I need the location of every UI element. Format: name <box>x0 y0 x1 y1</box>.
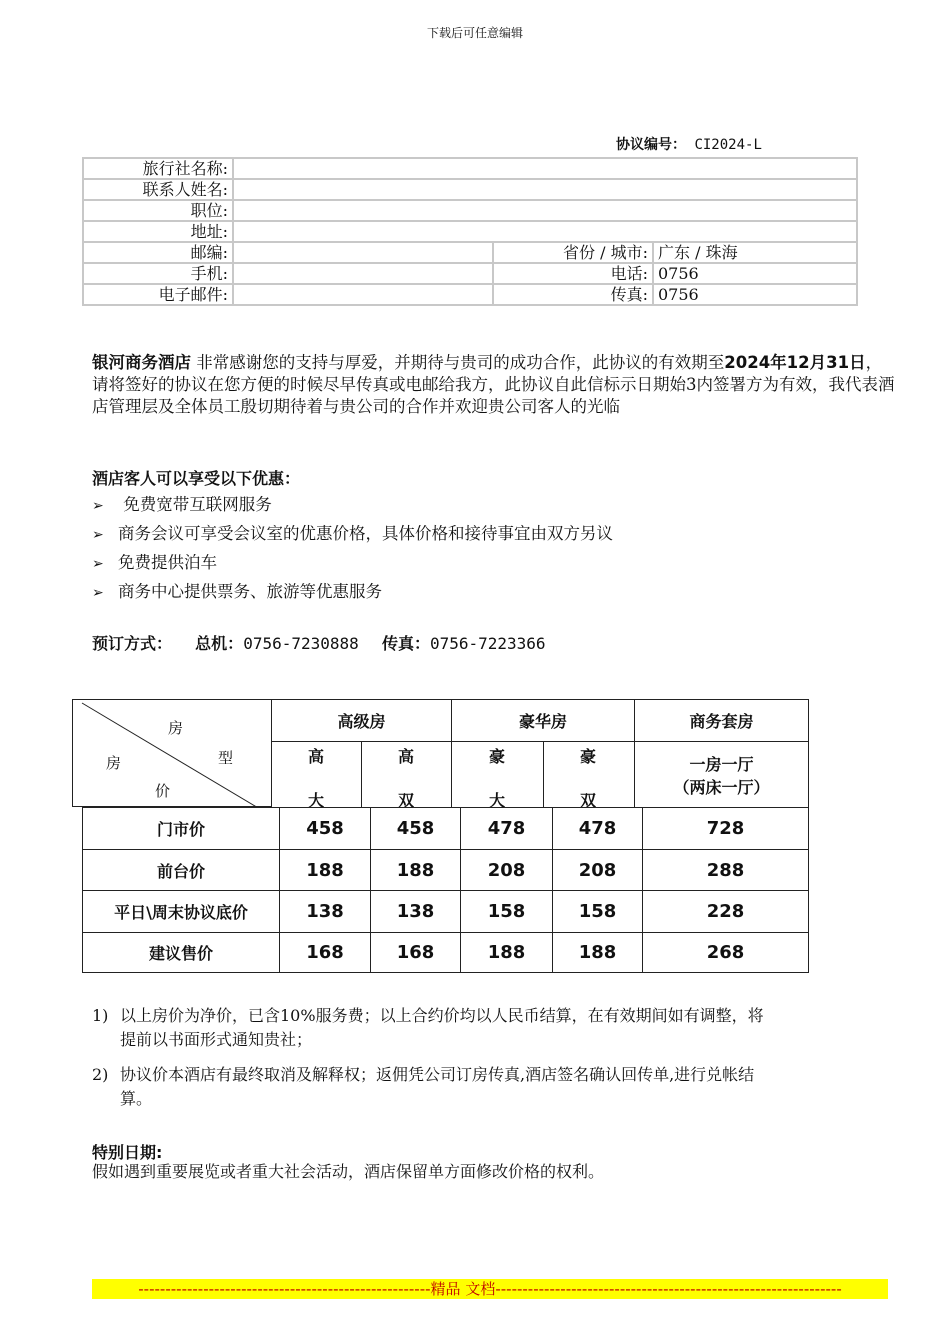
province-city-label: 省份 / 城市: <box>493 242 653 263</box>
sub-header-top: 高 <box>398 747 415 766</box>
sub-header-bottom: 双 <box>398 791 415 810</box>
footer-bar <box>92 1279 888 1299</box>
position-label: 职位: <box>83 200 233 221</box>
booking-fax-number[interactable]: 0756-7223366 <box>429 634 546 653</box>
arrow-bullet-icon: ➢ <box>92 585 104 601</box>
note-text: 以上房价为净价，已含10%服务费；以上合约价均以人民币结算，在有效期间如有调整，将 <box>120 1006 764 1025</box>
note-index: 2) <box>92 1065 109 1084</box>
address-label: 地址: <box>83 221 233 242</box>
fax-value[interactable]: 0756 <box>653 284 857 305</box>
corner-label-bottom: 价 <box>155 782 171 800</box>
booking-info <box>92 631 546 654</box>
position-field[interactable] <box>233 200 857 221</box>
address-field[interactable] <box>233 221 857 242</box>
benefit-item <box>92 552 217 574</box>
sub-header-bottom: 大 <box>489 791 506 810</box>
price-cell: 288 <box>642 849 809 891</box>
hotel-name: 银河商务酒店 <box>92 353 191 372</box>
price-cell: 268 <box>642 932 809 973</box>
sub-header-top: 高 <box>308 747 325 766</box>
price-cell: 208 <box>460 849 553 891</box>
row-label: 门市价 <box>82 807 280 850</box>
benefit-text: 免费提供泊车 <box>118 553 217 572</box>
row-label: 前台价 <box>82 849 280 891</box>
special-dates-title: 特别日期: <box>92 1143 163 1162</box>
province-city-value[interactable]: 广东 / 珠海 <box>653 242 857 263</box>
travel-agency-label: 旅行社名称: <box>83 158 233 179</box>
note-text-continued: 提前以书面形式通知贵社； <box>120 1030 313 1049</box>
price-cell: 168 <box>279 932 371 973</box>
contact-label: 联系人姓名: <box>83 179 233 200</box>
suite-beds: （两床一厅） <box>673 777 770 797</box>
price-cell: 228 <box>642 890 809 933</box>
price-cell: 458 <box>370 807 461 850</box>
price-cell: 728 <box>642 807 809 850</box>
mobile-label: 手机: <box>83 263 233 284</box>
price-cell: 188 <box>279 849 371 891</box>
corner-label-top: 房 <box>168 719 184 737</box>
suite-type: 一房一厅 <box>689 754 754 774</box>
switchboard-label: 总机： <box>195 634 244 653</box>
sub-header-top: 豪 <box>580 747 597 766</box>
benefit-text: 商务中心提供票务、旅游等优惠服务 <box>118 582 382 601</box>
valid-date: 2024年12月31日 <box>724 353 866 372</box>
price-cell: 458 <box>279 807 371 850</box>
footer-text: 精品 文档 <box>430 1280 496 1298</box>
sub-header-bottom: 大 <box>308 791 325 810</box>
row-label: 平日\周末协议底价 <box>82 890 280 933</box>
postcode-label: 邮编: <box>83 242 233 263</box>
price-cell: 188 <box>460 932 553 973</box>
price-cell: 478 <box>552 807 643 850</box>
price-cell: 138 <box>370 890 461 933</box>
header-note: 下载后可任意编辑 <box>426 26 523 40</box>
sub-header-suite <box>634 741 809 808</box>
fax-label: 传真: <box>493 284 653 305</box>
price-cell: 208 <box>552 849 643 891</box>
mobile-field[interactable] <box>233 263 493 284</box>
intro-text-1: 非常感谢您的支持与厚爱，并期待与贵司的成功合作，此协议的有效期至 <box>191 353 725 372</box>
corner-label-right: 型 <box>218 749 234 767</box>
price-cell: 138 <box>279 890 371 933</box>
phone-value[interactable]: 0756 <box>653 263 857 284</box>
arrow-bullet-icon: ➢ <box>92 556 104 572</box>
footer-dashes-left: ------------------------------------------------------ <box>138 1280 431 1298</box>
price-cell: 158 <box>460 890 553 933</box>
agreement-number-label: 协议编号： <box>616 137 686 153</box>
group-header-superior: 高级房 <box>271 699 452 742</box>
group-header-deluxe: 豪华房 <box>451 699 635 742</box>
corner-cell <box>72 699 272 807</box>
postcode-field[interactable] <box>233 242 493 263</box>
price-cell: 188 <box>552 932 643 973</box>
switchboard-number[interactable]: 0756-7230888 <box>243 634 359 653</box>
arrow-bullet-icon: ➢ <box>92 527 104 543</box>
price-cell: 158 <box>552 890 643 933</box>
note-item <box>92 1063 896 1111</box>
price-cell: 478 <box>460 807 553 850</box>
special-dates-text: 假如遇到重要展览或者重大社会活动，酒店保留单方面修改价格的权利。 <box>92 1162 605 1181</box>
contact-field[interactable] <box>233 179 857 200</box>
travel-agency-field[interactable] <box>233 158 857 179</box>
email-field[interactable] <box>233 284 493 305</box>
benefit-item <box>92 494 272 516</box>
intro-text-2: ，请将签好的协议在您方便的时候尽早传真或电邮给我方，此协议自此信标示日期始3内签署方为有效，我代表酒店管理层及全体员工殷切期待着与贵公司的合作并欢迎贵公司客人的光临 <box>92 353 895 416</box>
price-cell: 168 <box>370 932 461 973</box>
sub-header-bottom: 双 <box>580 791 597 810</box>
footer-dashes-right: ---------------------------------------------------------------- <box>495 1280 842 1298</box>
agreement-number-value: CI2024-L <box>694 137 762 153</box>
arrow-bullet-icon: ➢ <box>92 498 104 514</box>
benefit-text: 商务会议可享受会议室的优惠价格，具体价格和接待事宜由双方另议 <box>118 524 613 543</box>
phone-label: 电话: <box>493 263 653 284</box>
note-text-continued: 算。 <box>120 1089 153 1108</box>
email-label: 电子邮件: <box>83 284 233 305</box>
corner-label-left: 房 <box>106 754 122 772</box>
benefit-item <box>92 581 382 603</box>
diagonal-line <box>72 699 272 807</box>
price-cell: 188 <box>370 849 461 891</box>
benefits-title: 酒店客人可以享受以下优惠： <box>92 469 301 488</box>
row-label: 建议售价 <box>82 932 280 973</box>
sub-header-top: 豪 <box>489 747 506 766</box>
note-item <box>92 1004 896 1052</box>
benefit-text: 免费宽带互联网服务 <box>118 495 272 514</box>
booking-fax-label: 传真： <box>381 634 430 653</box>
booking-label: 预订方式： <box>92 634 173 653</box>
benefit-item <box>92 523 613 545</box>
agreement-number <box>616 134 762 154</box>
intro-paragraph <box>92 352 896 418</box>
note-index: 1) <box>92 1006 109 1025</box>
agency-info-table <box>82 157 858 306</box>
note-text: 协议价本酒店有最终取消及解释权；返佣凭公司订房传真,酒店签名确认回传单,进行兑帐结 <box>120 1065 755 1084</box>
group-header-suite: 商务套房 <box>634 699 809 742</box>
